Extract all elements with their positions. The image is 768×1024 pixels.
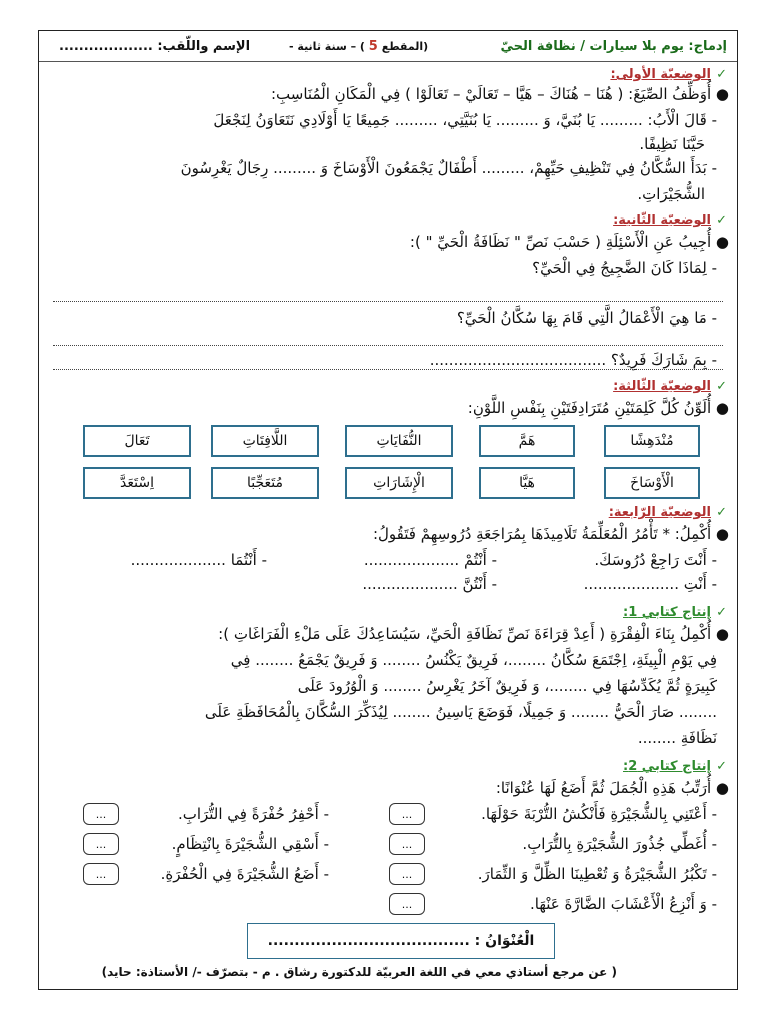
paragraph-line-1: فِي يَوْمِ الْبِيئَةِ، اِجْتَمَعَ سُكَّانُ ........، فَرِيقٌ يَكْنُسُ ........ وَ فَرِيقٌ يَجْمَعُ ........ فِي [230, 651, 717, 669]
worksheet-page [38, 30, 738, 990]
word-box[interactable]: مُنْدَهِشًا [604, 425, 700, 457]
paragraph-line-4: نَظَافَةِ ........ [637, 729, 717, 747]
title-answer-box[interactable]: الْعُنْوَانُ : ...................................... [247, 923, 555, 959]
section-1-heading: ✓ الوضعيّة الأولى: [610, 67, 727, 82]
conjugation-anta: - أَنْتَ رَاجِعْ دُرُوسَكَ. [594, 551, 717, 569]
section-3-instruction: ● أُلَوِّنُ كُلَّ كَلِمَتَيْنِ مُتَرَادِفَتَيْنِ بِنَفْسِ اللَّوْنِ: [467, 399, 729, 417]
question-1: - لِمَاذَا كَانَ الضَّجِيجُ فِي الْحَيِّ؟ [532, 259, 717, 277]
sentence-right-4: - وَ أَنْزِعُ الْأَعْشَابَ الضَّارَّةَ عَنْهَا. [530, 895, 717, 913]
sentence-left-1: - أَحْفِرُ حُفْرَةً فِي التُّرَابِ. [177, 805, 329, 823]
check-icon: ✓ [716, 759, 727, 774]
section-1-line-1: - قَالَ الْأَبُ: ......... يَا بُنَيَّ، وَ ......... يَا بُنَيَّتِي، ......... جَمِيعًا يَا أَوْلَادِي نَتَعَاوَنُ لِنَجْعَلَ [213, 111, 717, 129]
word-box[interactable]: اللَّافِتَاتِ [211, 425, 319, 457]
word-box[interactable]: الْإِشَارَاتِ [345, 467, 453, 499]
word-box[interactable]: اِسْتَعَدَّ [83, 467, 191, 499]
section-2-heading: ✓ الوضعيّة الثّانية: [613, 213, 727, 228]
check-icon: ✓ [716, 213, 727, 228]
check-icon: ✓ [716, 505, 727, 520]
section-1-line-2b: الشُّجَيْرَاتِ. [637, 185, 705, 203]
check-icon: ✓ [716, 605, 727, 620]
answer-line-1 [53, 301, 723, 302]
order-box[interactable]: ... [83, 833, 119, 855]
order-box[interactable]: ... [83, 803, 119, 825]
paragraph-line-3: ........ صَارَ الْحَيُّ ........ وَ جَمِيلًا، فَوَضَعَ يَاسِينُ ........ لِيُذَكِّرَ السُّكَّانَ بِالْمُحَافَظَةِ عَلَى [204, 703, 717, 721]
sentence-right-1: - أَعْتَنِي بِالشُّجَيْرَةِ فَأَنْكُشُ التُّرْبَةَ حَوْلَهَا. [481, 805, 717, 823]
word-box[interactable]: تَعَالَ [83, 425, 191, 457]
conjugation-antunna: - أَنْتُنَّ .................... [362, 575, 497, 593]
word-box[interactable]: هَمَّ [479, 425, 575, 457]
order-box[interactable]: ... [389, 863, 425, 885]
section-4-instruction: ● أُكْمِلُ: * تَأْمُرُ الْمُعَلِّمَةُ تَلَامِيذَهَا بِمُرَاجَعَةِ دُرُوسِهِمْ فَتَقُولُ: [372, 525, 729, 543]
conjugation-antum: - أَنْتُمْ .................... [363, 551, 497, 569]
sentence-right-3: - تَكْبُرُ الشُّجَيْرَةُ وَ تُعْطِينَا الظِّلَّ وَ الثِّمَارَ. [477, 865, 717, 883]
production-2-heading: ✓ إنتاج كتابي 2: [623, 759, 727, 774]
check-icon: ✓ [716, 379, 727, 394]
name-field: الإسم واللّقب: ................... [59, 39, 251, 54]
order-box[interactable]: ... [389, 833, 425, 855]
section-1-line-1b: حَيَّنَا نَظِيفًا. [639, 135, 705, 153]
production-1-instruction: ● أُكْمِلُ بِنَاءَ الْفِقْرَةِ ( أَعِدْ قِرَاءَةَ نَصِّ نَظَافَةِ الْحَيِّ، سَيُسَاعِدُكَ عَلَى مَلْءِ الْفَرَاغَاتِ ): [218, 625, 729, 643]
question-3: - بِمَ شَارَكَ فَرِيدٌ؟ ..................................... [429, 351, 717, 369]
order-box[interactable]: ... [389, 803, 425, 825]
section-3-heading: ✓ الوضعيّة الثّالثة: [613, 379, 727, 394]
question-2: - مَا هِيَ الْأَعْمَالُ الَّتِي قَامَ بِهَا سُكَّانُ الْحَيِّ؟ [456, 309, 717, 327]
check-icon: ✓ [716, 67, 727, 82]
word-box[interactable]: مُتَعَجِّبًا [211, 467, 319, 499]
word-box[interactable]: هَيَّا [479, 467, 575, 499]
section-4-heading: ✓ الوضعيّة الرّابعة: [608, 505, 727, 520]
sentence-left-3: - أَضَعُ الشُّجَيْرَةَ فِي الْحُفْرَةِ. [160, 865, 329, 883]
sentence-left-2: - أَسْقِي الشُّجَيْرَةَ بِانْتِظَامٍ. [171, 835, 329, 853]
production-2-instruction: ● أُرَتِّبُ هَذِهِ الْجُمَلَ ثُمَّ أَضَعُ لَهَا عُنْوَانًا: [495, 779, 729, 797]
order-box[interactable]: ... [389, 893, 425, 915]
answer-line-2 [53, 345, 723, 346]
section-1-instruction: ● أُوَظِّفُ الصِّيَغَ: ( هُنَا – هُنَاكَ – هَيَّا – تَعَالَيْ – تَعَالَوْا ) فِي الْمَكَانِ الْمُنَاسِبِ: [271, 85, 729, 103]
section-2-instruction: ● أُجِيبُ عَنِ الْأَسْئِلَةِ ( حَسْبَ نَصِّ " نَظَافَةُ الْحَيِّ " ): [409, 233, 729, 251]
conjugation-antuma: - أَنْتُمَا .................... [130, 551, 267, 569]
word-box[interactable]: الْأَوْسَاخَ [604, 467, 700, 499]
sentence-right-2: - أُغَطِّي جُذُورَ الشُّجَيْرَةِ بِالتُّرَابِ. [522, 835, 717, 853]
source-footer: ( عن مرجع أستاذي معي في اللغة العربيّة للدكتورة رشاق . م - بتصرّف -/ الأستاذة: حايد) [101, 965, 617, 979]
production-1-heading: ✓ إنتاج كتابي 1: [623, 605, 727, 620]
header-divider [39, 61, 737, 62]
answer-line-3 [53, 369, 723, 370]
word-box[interactable]: النُّفَايَاتِ [345, 425, 453, 457]
integration-title: إدماج: يوم بلا سيارات / نظافة الحيّ [500, 39, 727, 54]
segment-label: (المقطع 5 ) – سنة ثانية - [289, 39, 429, 54]
order-box[interactable]: ... [83, 863, 119, 885]
paragraph-line-2: كَبِيرَةٍ ثُمَّ يُكَدِّسُهَا فِي ........، وَ فَرِيقٌ آخَرُ يَغْرِسُ ........ وَ الْوُرُودَ عَلَى [297, 677, 717, 695]
section-1-line-2: - بَدَأَ السُّكَّانُ فِي تَنْظِيفِ حَيِّهِمْ، ......... أَطْفَالٌ يَجْمَعُونَ الْأَوْسَاخَ وَ ......... رِجَالٌ يَغْرِسُونَ [180, 159, 717, 177]
conjugation-anti: - أَنْتِ .................... [583, 575, 717, 593]
